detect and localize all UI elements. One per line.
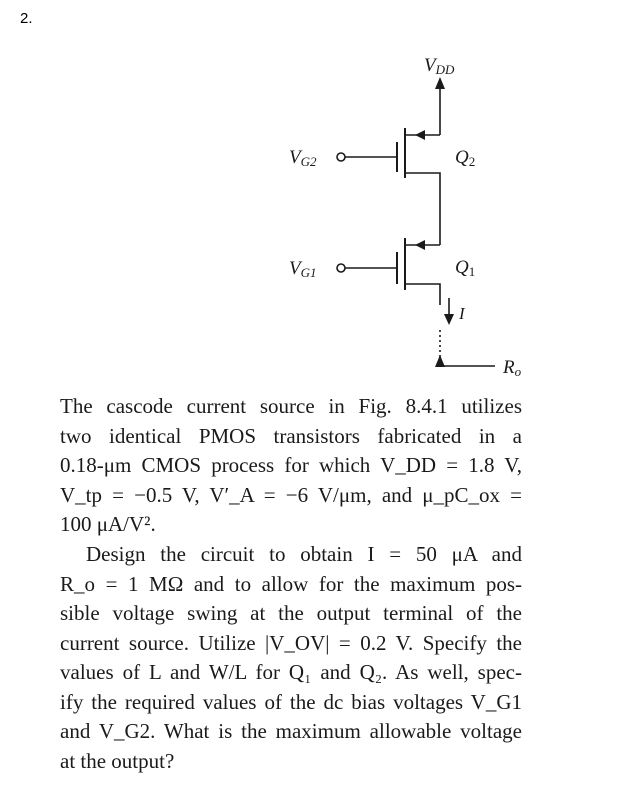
q1-source-arrow xyxy=(415,240,425,250)
p2-line: Design the circuit to obtain I = 50 μA and xyxy=(86,542,522,566)
vg2-label: VG2 xyxy=(289,147,317,169)
p2-line: current source. Utilize |V_OV| = 0.2 V. Specify the xyxy=(60,630,522,655)
ro-label: Ro xyxy=(503,357,522,379)
vg1-terminal xyxy=(337,264,345,272)
p2-line: and V_G2. What is the maximum allowable voltage xyxy=(60,719,522,743)
p2-line: values of L and W/L for Q₁ and Q₂. As well, spec- xyxy=(60,660,522,684)
q1-drain-wire xyxy=(405,284,440,305)
q2-label: Q2 xyxy=(455,147,476,169)
problem-paragraph-1 xyxy=(60,392,522,540)
current-label: I xyxy=(459,304,465,323)
p1-line: two identical PMOS transistors fabricated in a xyxy=(60,423,522,448)
p1-line: V_tp = −0.5 V, V′_A = −6 V/μm, and μ_pC_ox = xyxy=(60,482,522,507)
p2-line: sible voltage swing at the output terminal of the xyxy=(60,601,522,625)
q2-source-arrow xyxy=(415,130,425,140)
problem-paragraph-2 xyxy=(60,540,522,776)
vg1-label: VG1 xyxy=(289,258,317,280)
p1-line: 0.18-μm CMOS process for which V_DD = 1.8 V, xyxy=(60,453,522,477)
p2-line: at the output? xyxy=(60,748,175,773)
current-arrow-head xyxy=(444,314,454,325)
vdd-arrow-head xyxy=(435,77,445,89)
p1-line: The cascode current source in Fig. 8.4.1 utilizes xyxy=(60,394,522,418)
vg2-terminal xyxy=(337,153,345,161)
p2-line: ify the required values of the dc bias voltages V_G1 xyxy=(60,689,522,714)
p2-line: R_o = 1 MΩ and to allow for the maximum pos- xyxy=(60,571,522,596)
q2-drain-wire xyxy=(405,173,440,245)
ro-arrow-head xyxy=(435,355,445,367)
p1-line: 100 μA/V². xyxy=(60,512,156,536)
q1-label: Q1 xyxy=(455,257,476,279)
vdd-label: VDD xyxy=(424,55,455,77)
problem-number: 2. xyxy=(20,10,33,27)
cascode-circuit-diagram xyxy=(0,0,620,390)
